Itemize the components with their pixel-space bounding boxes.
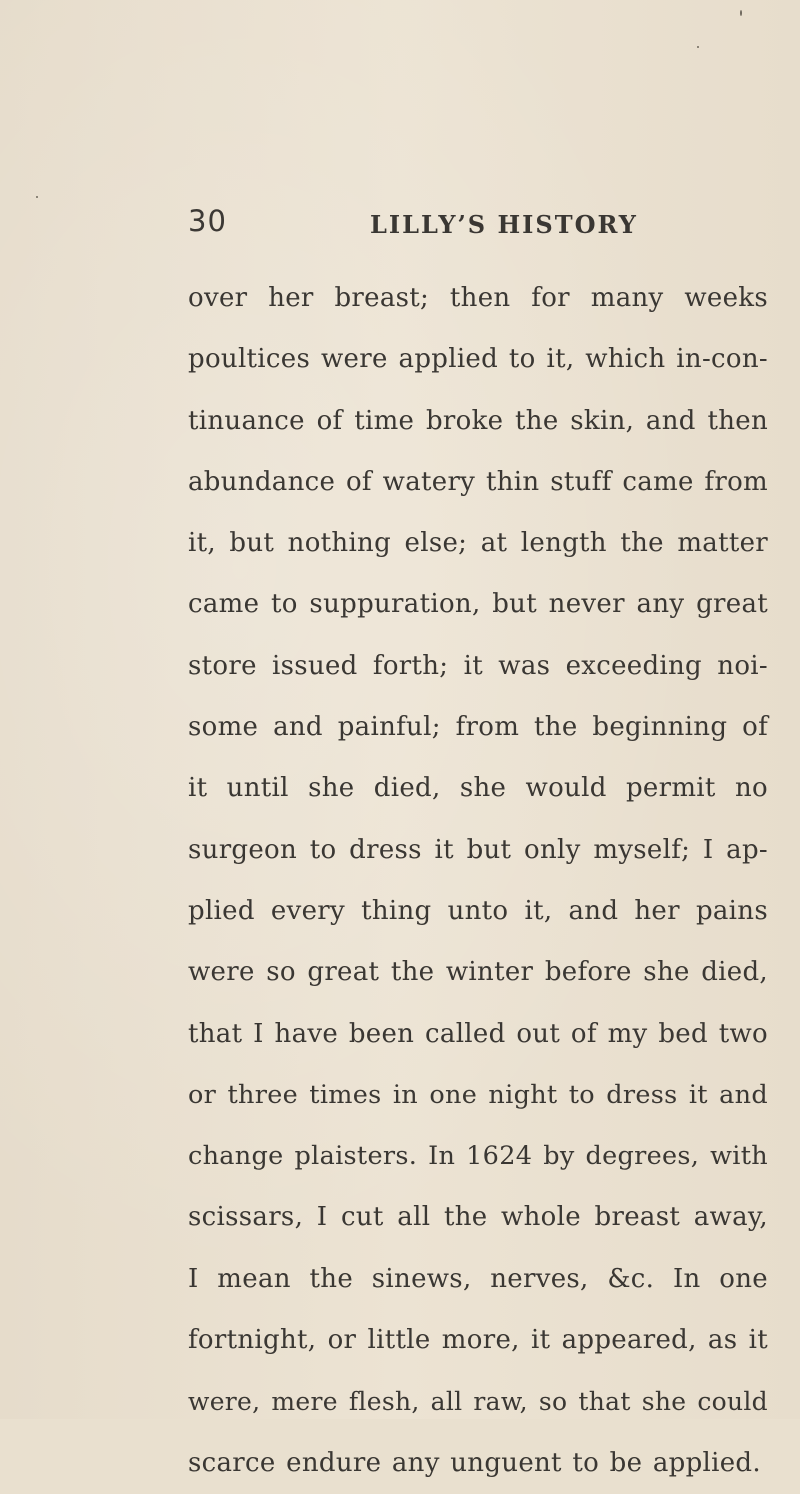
- text-line: scarce endure any unguent to be applied.: [188, 1447, 761, 1478]
- text-line: fortnight, or little more, it appeared, as it: [188, 1325, 768, 1356]
- text-line: or three times in one night to dress it and: [188, 1079, 768, 1110]
- paper-speck: [697, 46, 699, 48]
- text-line: were so great the winter before she died,: [188, 957, 768, 988]
- text-line: were, mere flesh, all raw, so that she could: [188, 1387, 768, 1417]
- text-line: store issued forth; it was exceeding noi-: [188, 650, 768, 681]
- running-title: LILLY’S HISTORY: [370, 210, 638, 239]
- text-line: plied every thing unto it, and her pains: [188, 895, 768, 926]
- text-line: over her breast; then for many weeks: [188, 283, 768, 313]
- text-line: scissars, I cut all the whole breast away,: [188, 1202, 768, 1233]
- paper-speck: [36, 196, 38, 198]
- text-line: surgeon to dress it but only myself; I ap-: [188, 834, 768, 865]
- text-line: it until she died, she would permit no: [188, 773, 768, 804]
- page-header: [188, 200, 768, 250]
- page-number: 30: [188, 204, 227, 238]
- text-line: it, but nothing else; at length the matter: [188, 528, 768, 559]
- text-line: abundance of watery thin stuff came from: [188, 466, 768, 497]
- text-line: I mean the sinews, nerves, &c. In one: [188, 1263, 768, 1294]
- text-line: change plaisters. In 1624 by degrees, with: [188, 1141, 768, 1172]
- text-line: that I have been called out of my bed two: [188, 1018, 768, 1049]
- body-text: [188, 268, 768, 1494]
- text-line: poultices were applied to it, which in-con-: [188, 344, 768, 375]
- text-line: came to suppuration, but never any great: [188, 589, 768, 620]
- text-line: tinuance of time broke the skin, and then: [188, 405, 768, 436]
- paper-speck: [740, 10, 742, 16]
- text-line: some and painful; from the beginning of: [188, 712, 768, 743]
